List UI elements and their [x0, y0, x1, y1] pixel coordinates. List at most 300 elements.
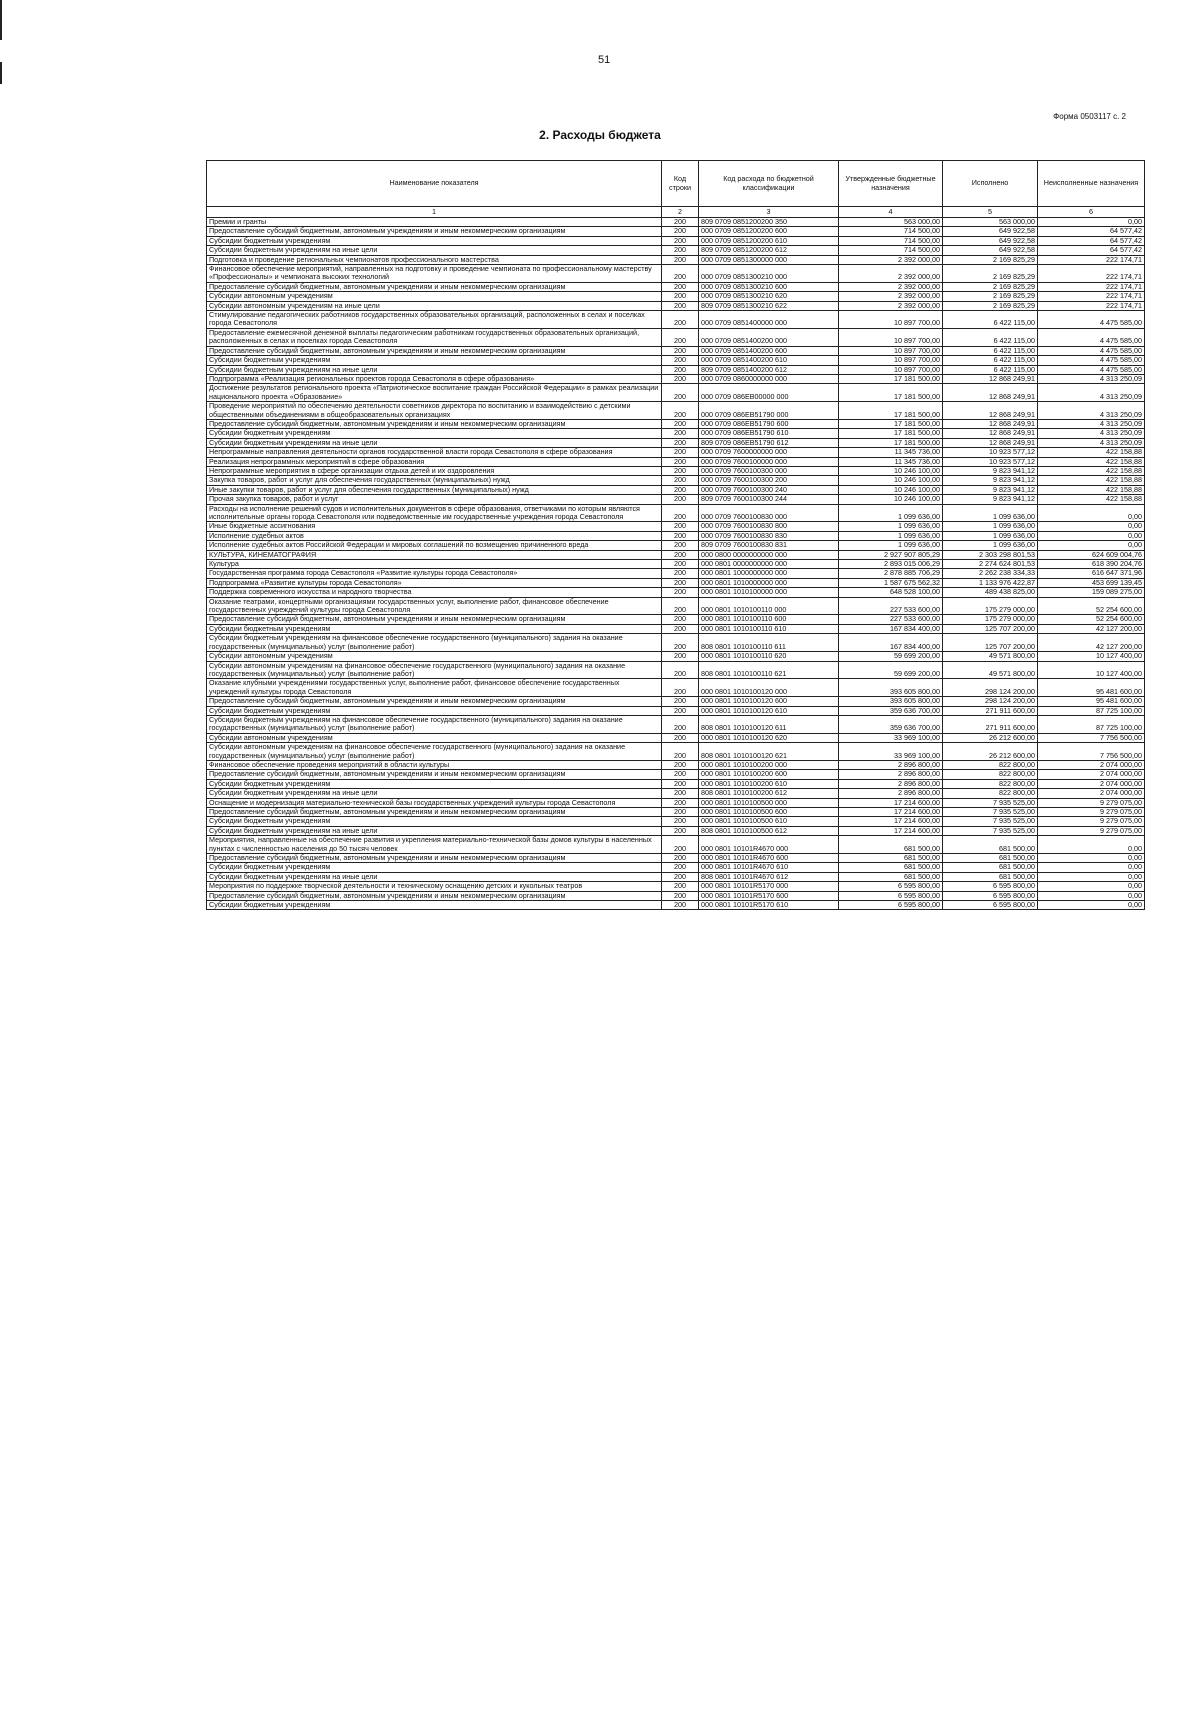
table-row — [207, 246, 1145, 255]
table-header-row — [207, 161, 1145, 207]
row-approved: 1 099 636,00 — [839, 504, 943, 522]
table-row — [207, 679, 1145, 697]
row-expense-code: 000 0709 0851300210 620 — [699, 292, 839, 301]
row-unexecuted: 422 158,88 — [1038, 495, 1145, 504]
row-name: Стимулирование педагогических работников государственных образовательных организаций, расположенных в селах и поселках города Севастополя — [207, 311, 662, 329]
table-row — [207, 697, 1145, 706]
row-name: Субсидии автономным учреждениям — [207, 652, 662, 661]
row-approved: 11 345 736,00 — [839, 457, 943, 466]
row-approved: 648 528 100,00 — [839, 588, 943, 597]
table-row — [207, 733, 1145, 742]
row-expense-code: 000 0800 0000000000 000 — [699, 550, 839, 559]
row-executed: 12 868 249,91 — [943, 402, 1038, 420]
row-executed: 1 099 636,00 — [943, 531, 1038, 540]
row-unexecuted: 222 174,71 — [1038, 265, 1145, 283]
row-name: Субсидии бюджетным учреждениям — [207, 779, 662, 788]
row-expense-code: 000 0709 7600000000 000 — [699, 448, 839, 457]
row-expense-code: 808 0801 1010100110 611 — [699, 634, 839, 652]
row-executed: 9 823 941,12 — [943, 476, 1038, 485]
table-row — [207, 328, 1145, 346]
row-executed: 298 124 200,00 — [943, 679, 1038, 697]
row-approved: 10 246 100,00 — [839, 485, 943, 494]
row-approved: 393 605 800,00 — [839, 697, 943, 706]
row-line-code: 200 — [662, 448, 699, 457]
row-unexecuted: 222 174,71 — [1038, 282, 1145, 291]
row-name: Субсидии бюджетным учреждениям на финансовое обеспечение государственного (муниципального) задания на оказание государственных (муниципальных) услуг (выполнение работ) — [207, 715, 662, 733]
row-name: Субсидии бюджетным учреждениям — [207, 236, 662, 245]
row-executed: 125 707 200,00 — [943, 624, 1038, 633]
row-expense-code: 000 0709 0851300210 000 — [699, 265, 839, 283]
row-executed: 175 279 000,00 — [943, 615, 1038, 624]
scan-edge-mark — [0, 0, 2, 40]
row-name: Субсидии автономным учреждениям на финансовое обеспечение государственного (муниципального) задания на оказание государственных (муниципальных) услуг (выполнение работ) — [207, 661, 662, 679]
header-unexecuted: Неисполненные назначения — [1038, 161, 1145, 207]
row-expense-code: 000 0801 1010100120 620 — [699, 733, 839, 742]
row-expense-code: 000 0801 0000000000 000 — [699, 560, 839, 569]
row-name: Субсидии автономным учреждениям — [207, 733, 662, 742]
row-approved: 2 927 907 805,29 — [839, 550, 943, 559]
row-approved: 359 636 700,00 — [839, 715, 943, 733]
row-executed: 2 274 624 801,53 — [943, 560, 1038, 569]
row-approved: 17 181 500,00 — [839, 438, 943, 447]
row-approved: 6 595 800,00 — [839, 882, 943, 891]
row-line-code: 200 — [662, 706, 699, 715]
row-expense-code: 000 0709 086EB51790 610 — [699, 429, 839, 438]
row-expense-code: 000 0709 0851300210 600 — [699, 282, 839, 291]
row-unexecuted: 4 313 250,09 — [1038, 374, 1145, 383]
row-line-code: 200 — [662, 282, 699, 291]
row-line-code: 200 — [662, 733, 699, 742]
row-expense-code: 000 0709 0851300000 000 — [699, 255, 839, 264]
column-number-row — [207, 207, 1145, 218]
row-line-code: 200 — [662, 292, 699, 301]
row-line-code: 200 — [662, 476, 699, 485]
row-unexecuted: 10 127 400,00 — [1038, 661, 1145, 679]
section-title: 2. Расходы бюджета — [539, 128, 661, 142]
table-row — [207, 218, 1145, 227]
row-line-code: 200 — [662, 743, 699, 761]
table-row — [207, 872, 1145, 881]
table-row — [207, 779, 1145, 788]
row-unexecuted: 64 577,42 — [1038, 246, 1145, 255]
table-row — [207, 760, 1145, 769]
row-expense-code: 000 0709 7600100300 000 — [699, 466, 839, 475]
row-expense-code: 000 0801 1010100200 000 — [699, 760, 839, 769]
column-number: 2 — [662, 207, 699, 218]
row-executed: 12 868 249,91 — [943, 419, 1038, 428]
row-expense-code: 808 0801 1010100120 611 — [699, 715, 839, 733]
row-expense-code: 000 0709 7600100300 200 — [699, 476, 839, 485]
row-approved: 17 214 600,00 — [839, 826, 943, 835]
row-executed: 2 303 298 801,53 — [943, 550, 1038, 559]
row-name: Предоставление субсидий бюджетным, автономным учреждениям и иным некоммерческим организациям — [207, 615, 662, 624]
row-unexecuted: 4 313 250,09 — [1038, 429, 1145, 438]
row-line-code: 200 — [662, 301, 699, 310]
row-name: Субсидии бюджетным учреждениям на иные цели — [207, 246, 662, 255]
row-expense-code: 000 0801 10101R5170 600 — [699, 891, 839, 900]
row-unexecuted: 618 390 204,76 — [1038, 560, 1145, 569]
table-row — [207, 419, 1145, 428]
row-name: Реализация непрограммных мероприятий в сфере образования — [207, 457, 662, 466]
row-executed: 822 800,00 — [943, 760, 1038, 769]
row-name: Непрограммные мероприятия в сфере организации отдыха детей и их оздоровления — [207, 466, 662, 475]
table-row — [207, 836, 1145, 854]
row-executed: 175 279 000,00 — [943, 597, 1038, 615]
row-expense-code: 000 0801 1010100110 610 — [699, 624, 839, 633]
row-approved: 681 500,00 — [839, 872, 943, 881]
row-name: Предоставление ежемесячной денежной выплаты педагогическим работникам государственных образовательных организаций, расположенных в селах и поселках города Севастополя — [207, 328, 662, 346]
row-approved: 681 500,00 — [839, 854, 943, 863]
row-executed: 7 935 525,00 — [943, 817, 1038, 826]
row-approved: 2 392 000,00 — [839, 301, 943, 310]
row-executed: 681 500,00 — [943, 854, 1038, 863]
row-approved: 2 896 800,00 — [839, 760, 943, 769]
row-executed: 49 571 800,00 — [943, 661, 1038, 679]
row-executed: 271 911 600,00 — [943, 706, 1038, 715]
row-expense-code: 000 0801 1010100200 600 — [699, 770, 839, 779]
row-expense-code: 808 0801 1010100120 621 — [699, 743, 839, 761]
row-approved: 2 878 885 706,29 — [839, 569, 943, 578]
row-approved: 10 897 700,00 — [839, 365, 943, 374]
row-unexecuted: 4 313 250,09 — [1038, 402, 1145, 420]
row-executed: 7 935 525,00 — [943, 826, 1038, 835]
table-row — [207, 560, 1145, 569]
row-line-code: 200 — [662, 798, 699, 807]
row-line-code: 200 — [662, 891, 699, 900]
row-expense-code: 000 0709 0851200200 610 — [699, 236, 839, 245]
row-line-code: 200 — [662, 457, 699, 466]
table-row — [207, 495, 1145, 504]
row-expense-code: 000 0709 7600100830 000 — [699, 504, 839, 522]
table-row — [207, 292, 1145, 301]
row-unexecuted: 9 279 075,00 — [1038, 808, 1145, 817]
row-approved: 714 500,00 — [839, 246, 943, 255]
row-unexecuted: 4 313 250,09 — [1038, 419, 1145, 428]
row-unexecuted: 616 647 371,96 — [1038, 569, 1145, 578]
row-unexecuted: 9 279 075,00 — [1038, 826, 1145, 835]
row-name: Исполнение судебных актов Российской Федерации и мировых соглашений по возмещению причиненного вреда — [207, 541, 662, 550]
row-executed: 6 422 115,00 — [943, 311, 1038, 329]
row-line-code: 200 — [662, 265, 699, 283]
row-name: Предоставление субсидий бюджетным, автономным учреждениям и иным некоммерческим организациям — [207, 891, 662, 900]
row-approved: 2 893 015 006,29 — [839, 560, 943, 569]
row-name: Субсидии автономным учреждениям на финансовое обеспечение государственного (муниципального) задания на оказание государственных (муниципальных) услуг (выполнение работ) — [207, 743, 662, 761]
row-approved: 59 699 200,00 — [839, 661, 943, 679]
row-expense-code: 000 0801 10101R4670 610 — [699, 863, 839, 872]
row-name: Оказание театрами, концертными организациями государственных услуг, выполнение работ, финансовое обеспечение государственных учреждений культуры города Севастополя — [207, 597, 662, 615]
row-unexecuted: 95 481 600,00 — [1038, 679, 1145, 697]
row-expense-code: 000 0801 10101R4670 600 — [699, 854, 839, 863]
row-unexecuted: 2 074 000,00 — [1038, 779, 1145, 788]
row-line-code: 200 — [662, 419, 699, 428]
row-approved: 17 214 600,00 — [839, 817, 943, 826]
row-unexecuted: 95 481 600,00 — [1038, 697, 1145, 706]
row-name: Предоставление субсидий бюджетным, автономным учреждениям и иным некоммерческим организациям — [207, 808, 662, 817]
table-row — [207, 743, 1145, 761]
row-name: КУЛЬТУРА, КИНЕМАТОГРАФИЯ — [207, 550, 662, 559]
row-unexecuted: 4 475 585,00 — [1038, 328, 1145, 346]
row-name: Субсидии бюджетным учреждениям — [207, 901, 662, 910]
row-executed: 26 212 600,00 — [943, 743, 1038, 761]
row-name: Субсидии автономным учреждениям — [207, 292, 662, 301]
row-expense-code: 000 0709 7600100830 800 — [699, 522, 839, 531]
row-expense-code: 000 0801 1010100120 600 — [699, 697, 839, 706]
table-row — [207, 624, 1145, 633]
row-name: Проведение мероприятий по обеспечению деятельности советников директора по воспитанию и взаимодействию с детскими общественными объединениями в общеобразовательных организациях — [207, 402, 662, 420]
row-name: Субсидии бюджетным учреждениям на финансовое обеспечение государственного (муниципального) задания на оказание государственных (муниципальных) услуг (выполнение работ) — [207, 634, 662, 652]
row-unexecuted: 9 279 075,00 — [1038, 798, 1145, 807]
row-line-code: 200 — [662, 779, 699, 788]
row-line-code: 200 — [662, 466, 699, 475]
row-executed: 681 500,00 — [943, 836, 1038, 854]
row-line-code: 200 — [662, 789, 699, 798]
row-name: Предоставление субсидий бюджетным, автономным учреждениям и иным некоммерческим организациям — [207, 346, 662, 355]
table-row — [207, 466, 1145, 475]
row-executed: 2 169 825,29 — [943, 292, 1038, 301]
row-approved: 17 181 500,00 — [839, 429, 943, 438]
row-line-code: 200 — [662, 661, 699, 679]
row-approved: 681 500,00 — [839, 863, 943, 872]
row-approved: 10 897 700,00 — [839, 311, 943, 329]
table-row — [207, 282, 1145, 291]
table-row — [207, 615, 1145, 624]
table-row — [207, 356, 1145, 365]
row-approved: 10 897 700,00 — [839, 356, 943, 365]
row-line-code: 200 — [662, 246, 699, 255]
row-name: Государственная программа города Севастополя «Развитие культуры города Севастополя» — [207, 569, 662, 578]
row-line-code: 200 — [662, 652, 699, 661]
row-approved: 10 246 100,00 — [839, 466, 943, 475]
row-expense-code: 809 0709 7600100300 244 — [699, 495, 839, 504]
row-expense-code: 000 0709 7600100300 240 — [699, 485, 839, 494]
row-unexecuted: 10 127 400,00 — [1038, 652, 1145, 661]
table-row — [207, 531, 1145, 540]
table-row — [207, 569, 1145, 578]
row-line-code: 200 — [662, 817, 699, 826]
row-line-code: 200 — [662, 597, 699, 615]
row-name: Предоставление субсидий бюджетным, автономным учреждениям и иным некоммерческим организациям — [207, 419, 662, 428]
row-line-code: 200 — [662, 402, 699, 420]
row-line-code: 200 — [662, 495, 699, 504]
row-approved: 2 896 800,00 — [839, 779, 943, 788]
form-code: Форма 0503117 с. 2 — [1053, 112, 1126, 121]
row-approved: 6 595 800,00 — [839, 901, 943, 910]
row-approved: 2 896 800,00 — [839, 770, 943, 779]
row-line-code: 200 — [662, 634, 699, 652]
table-row — [207, 652, 1145, 661]
row-expense-code: 000 0709 0860000000 000 — [699, 374, 839, 383]
row-name: Предоставление субсидий бюджетным, автономным учреждениям и иным некоммерческим организациям — [207, 854, 662, 863]
row-expense-code: 000 0709 0851400200 000 — [699, 328, 839, 346]
row-name: Исполнение судебных актов — [207, 531, 662, 540]
row-executed: 9 823 941,12 — [943, 485, 1038, 494]
column-number: 3 — [699, 207, 839, 218]
row-line-code: 200 — [662, 863, 699, 872]
row-line-code: 200 — [662, 356, 699, 365]
row-line-code: 200 — [662, 346, 699, 355]
row-name: Расходы на исполнение решений судов и исполнительных документов в сфере образования, ответчиками по которым являются исполнительные органы города Севастополя или подведомственные им государственные учреждения города Севастополя — [207, 504, 662, 522]
table-row — [207, 597, 1145, 615]
row-executed: 7 935 525,00 — [943, 798, 1038, 807]
row-expense-code: 809 0709 086EB51790 612 — [699, 438, 839, 447]
table-row — [207, 476, 1145, 485]
row-line-code: 200 — [662, 531, 699, 540]
row-approved: 167 834 400,00 — [839, 624, 943, 633]
row-expense-code: 808 0801 1010100110 621 — [699, 661, 839, 679]
row-unexecuted: 422 158,88 — [1038, 466, 1145, 475]
row-expense-code: 809 0709 0851200200 350 — [699, 218, 839, 227]
row-name: Достижение результатов регионального проекта «Патриотическое воспитание граждан Российской Федерации» в рамках реализации национального проекта «Образование» — [207, 384, 662, 402]
row-unexecuted: 64 577,42 — [1038, 227, 1145, 236]
row-executed: 681 500,00 — [943, 863, 1038, 872]
column-number: 5 — [943, 207, 1038, 218]
table-row — [207, 402, 1145, 420]
header-executed: Исполнено — [943, 161, 1038, 207]
row-expense-code: 000 0709 0851200200 600 — [699, 227, 839, 236]
table-row — [207, 578, 1145, 587]
row-approved: 17 181 500,00 — [839, 374, 943, 383]
table-row — [207, 715, 1145, 733]
table-row — [207, 770, 1145, 779]
table-row — [207, 457, 1145, 466]
row-expense-code: 000 0709 7600100000 000 — [699, 457, 839, 466]
row-executed: 2 169 825,29 — [943, 282, 1038, 291]
table-row — [207, 808, 1145, 817]
column-number: 1 — [207, 207, 662, 218]
row-unexecuted: 422 158,88 — [1038, 476, 1145, 485]
row-unexecuted: 624 609 004,76 — [1038, 550, 1145, 559]
row-unexecuted: 0,00 — [1038, 901, 1145, 910]
row-approved: 563 000,00 — [839, 218, 943, 227]
header-expense-code: Код расхода по бюджетной классификации — [699, 161, 839, 207]
row-line-code: 200 — [662, 550, 699, 559]
column-number: 6 — [1038, 207, 1145, 218]
row-executed: 6 595 800,00 — [943, 882, 1038, 891]
row-unexecuted: 2 074 000,00 — [1038, 770, 1145, 779]
row-name: Закупка товаров, работ и услуг для обеспечения государственных (муниципальных) нужд — [207, 476, 662, 485]
row-line-code: 200 — [662, 569, 699, 578]
row-expense-code: 000 0709 7600100830 830 — [699, 531, 839, 540]
row-line-code: 200 — [662, 504, 699, 522]
header-indicator-name: Наименование показателя — [207, 161, 662, 207]
row-expense-code: 000 0709 086EB51790 000 — [699, 402, 839, 420]
row-unexecuted: 4 313 250,09 — [1038, 438, 1145, 447]
row-executed: 9 823 941,12 — [943, 495, 1038, 504]
row-name: Финансовое обеспечение проведения мероприятий в области культуры — [207, 760, 662, 769]
row-expense-code: 000 0709 086EB51790 600 — [699, 419, 839, 428]
row-approved: 2 392 000,00 — [839, 265, 943, 283]
row-unexecuted: 52 254 600,00 — [1038, 597, 1145, 615]
row-name: Субсидии бюджетным учреждениям на иные цели — [207, 438, 662, 447]
row-unexecuted: 222 174,71 — [1038, 301, 1145, 310]
row-expense-code: 808 0801 1010100500 612 — [699, 826, 839, 835]
table-row — [207, 255, 1145, 264]
row-executed: 6 422 115,00 — [943, 356, 1038, 365]
row-unexecuted: 422 158,88 — [1038, 485, 1145, 494]
row-executed: 822 800,00 — [943, 789, 1038, 798]
row-executed: 7 935 525,00 — [943, 808, 1038, 817]
row-expense-code: 809 0709 0851200200 612 — [699, 246, 839, 255]
row-unexecuted: 0,00 — [1038, 504, 1145, 522]
row-name: Предоставление субсидий бюджетным, автономным учреждениям и иным некоммерческим организациям — [207, 227, 662, 236]
row-line-code: 200 — [662, 882, 699, 891]
row-approved: 714 500,00 — [839, 227, 943, 236]
row-executed: 489 438 825,00 — [943, 588, 1038, 597]
table-row — [207, 227, 1145, 236]
row-approved: 2 896 800,00 — [839, 789, 943, 798]
row-line-code: 200 — [662, 826, 699, 835]
row-expense-code: 000 0801 1010100120 000 — [699, 679, 839, 697]
row-executed: 1 099 636,00 — [943, 504, 1038, 522]
row-unexecuted: 159 089 275,00 — [1038, 588, 1145, 597]
row-line-code: 200 — [662, 236, 699, 245]
table-row — [207, 789, 1145, 798]
row-approved: 11 345 736,00 — [839, 448, 943, 457]
table-row — [207, 854, 1145, 863]
row-approved: 393 605 800,00 — [839, 679, 943, 697]
row-approved: 1 099 636,00 — [839, 522, 943, 531]
row-expense-code: 000 0801 1010100110 600 — [699, 615, 839, 624]
row-name: Подпрограмма «Развитие культуры города Севастополя» — [207, 578, 662, 587]
row-executed: 12 868 249,91 — [943, 384, 1038, 402]
row-approved: 17 181 500,00 — [839, 402, 943, 420]
row-unexecuted: 4 475 585,00 — [1038, 346, 1145, 355]
row-unexecuted: 52 254 600,00 — [1038, 615, 1145, 624]
row-executed: 649 922,58 — [943, 227, 1038, 236]
row-executed: 1 099 636,00 — [943, 541, 1038, 550]
row-line-code: 200 — [662, 429, 699, 438]
row-executed: 12 868 249,91 — [943, 429, 1038, 438]
row-name: Поддержка современного искусства и народного творчества — [207, 588, 662, 597]
row-unexecuted: 453 699 139,45 — [1038, 578, 1145, 587]
row-approved: 1 099 636,00 — [839, 531, 943, 540]
row-approved: 17 181 500,00 — [839, 384, 943, 402]
row-name: Подготовка и проведение региональных чемпионатов профессионального мастерства — [207, 255, 662, 264]
row-unexecuted: 4 313 250,09 — [1038, 384, 1145, 402]
row-name: Иные закупки товаров, работ и услуг для обеспечения государственных (муниципальных) нужд — [207, 485, 662, 494]
row-expense-code: 000 0709 0851400200 600 — [699, 346, 839, 355]
row-approved: 167 834 400,00 — [839, 634, 943, 652]
row-line-code: 200 — [662, 560, 699, 569]
table-row — [207, 550, 1145, 559]
row-unexecuted: 87 725 100,00 — [1038, 706, 1145, 715]
row-name: Предоставление субсидий бюджетным, автономным учреждениям и иным некоммерческим организациям — [207, 770, 662, 779]
row-executed: 6 422 115,00 — [943, 328, 1038, 346]
table-row — [207, 485, 1145, 494]
row-executed: 125 707 200,00 — [943, 634, 1038, 652]
row-approved: 17 181 500,00 — [839, 419, 943, 428]
row-expense-code: 000 0801 10101R4670 000 — [699, 836, 839, 854]
row-approved: 714 500,00 — [839, 236, 943, 245]
row-executed: 649 922,58 — [943, 236, 1038, 245]
row-name: Субсидии бюджетным учреждениям на иные цели — [207, 826, 662, 835]
row-name: Предоставление субсидий бюджетным, автономным учреждениям и иным некоммерческим организациям — [207, 282, 662, 291]
row-line-code: 200 — [662, 227, 699, 236]
row-line-code: 200 — [662, 770, 699, 779]
row-line-code: 200 — [662, 541, 699, 550]
row-executed: 563 000,00 — [943, 218, 1038, 227]
row-unexecuted: 42 127 200,00 — [1038, 624, 1145, 633]
row-expense-code: 809 0709 7600100830 831 — [699, 541, 839, 550]
row-unexecuted: 0,00 — [1038, 541, 1145, 550]
table-row — [207, 374, 1145, 383]
row-approved: 17 214 600,00 — [839, 808, 943, 817]
table-row — [207, 365, 1145, 374]
row-name: Непрограммные направления деятельности органов государственной власти города Севастополя в сфере образования — [207, 448, 662, 457]
row-approved: 6 595 800,00 — [839, 891, 943, 900]
row-executed: 681 500,00 — [943, 872, 1038, 881]
row-name: Субсидии бюджетным учреждениям — [207, 863, 662, 872]
